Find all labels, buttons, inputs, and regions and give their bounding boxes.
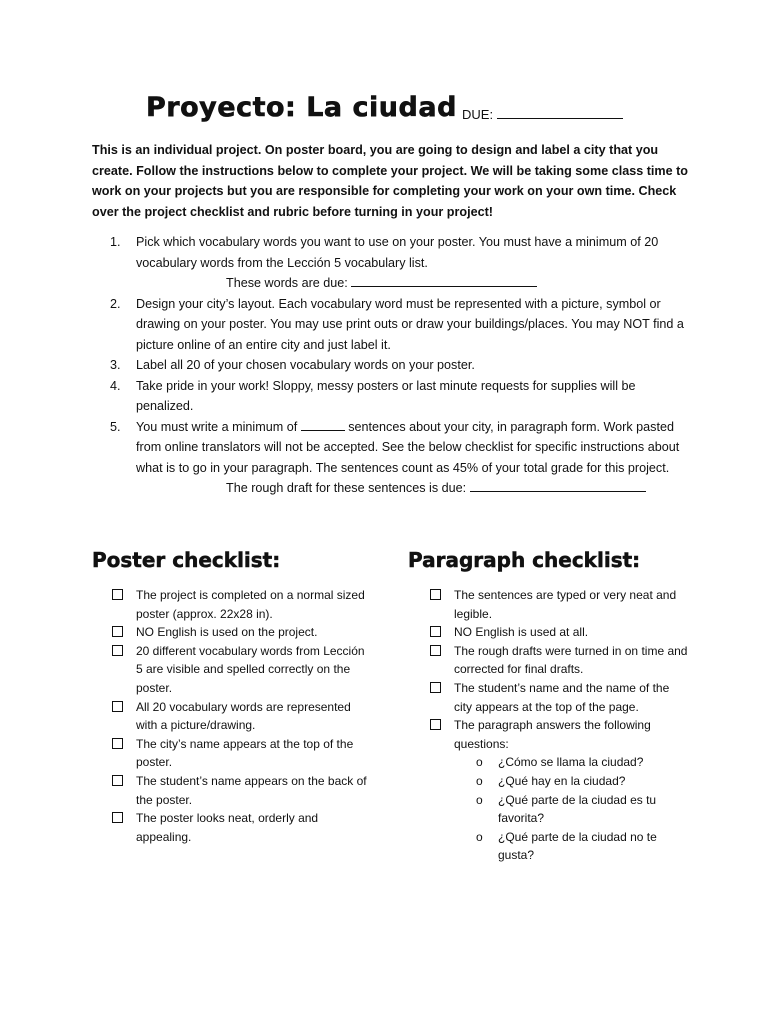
question-list [454, 753, 690, 865]
checklist-item-text: NO English is used on the project. [136, 625, 318, 640]
checkbox-icon [430, 626, 441, 637]
instruction-number: 1. [110, 235, 121, 249]
instruction-number: 5. [110, 419, 121, 434]
title-row [0, 92, 770, 132]
bullet-icon: o [476, 792, 483, 807]
checklist-item-text: The rough drafts were turned in on time and corrected for final drafts. [454, 643, 688, 677]
words-due-line [136, 273, 690, 294]
question-item [476, 772, 690, 791]
instruction-text-before: You must write a minimum of [136, 419, 298, 434]
words-due-blank [351, 273, 537, 287]
instruction-item [110, 232, 690, 294]
draft-due-line [136, 478, 690, 499]
instruction-item [110, 417, 690, 499]
checklist-item-text: The project is completed on a normal sized poster (approx. 22x28 in). [136, 588, 365, 621]
checklist-item [112, 772, 374, 809]
instruction-number: 4. [110, 378, 121, 393]
checkbox-icon [112, 645, 123, 656]
checklist-item-text: The city’s name appears at the top of the poster. [136, 736, 354, 770]
instruction-text: Label all 20 of your chosen vocabulary words on your poster. [136, 358, 475, 372]
paragraph-checklist [430, 586, 690, 865]
question-text: ¿Qué parte de la ciudad no te gusta? [498, 829, 657, 863]
checklist-item [112, 809, 374, 846]
poster-checklist [112, 586, 374, 846]
instruction-text: Take pride in your work! Sloppy, messy posters or last minute requests for supplies will be penalized. [136, 378, 636, 413]
checklist-item-text: NO English is used at all. [454, 625, 589, 640]
draft-due-label: The rough draft for these sentences is due: [226, 481, 467, 495]
checkbox-icon [112, 701, 123, 712]
instruction-number: 3. [110, 358, 121, 372]
page-title: Proyecto: La ciudad [146, 92, 457, 123]
checklist-item [430, 716, 690, 865]
question-item [476, 791, 690, 828]
checklist-item-text: The sentences are typed or very neat and legible. [454, 588, 677, 621]
checkbox-icon [430, 719, 441, 730]
checkbox-icon [112, 812, 123, 823]
instruction-text-after: sentences about your city, in paragraph form. Work pasted from online translators will not be accepted. See the below checklist for specific instructions about what is to go in your paragraph. The sentences count as 45% of your total grade for this project. [136, 419, 680, 475]
checklist-item [112, 586, 374, 623]
poster-checklist-heading: Poster checklist: [92, 548, 281, 572]
instruction-item [110, 376, 690, 417]
question-item [476, 828, 690, 865]
due-label: DUE: [462, 107, 494, 122]
bullet-icon: o [476, 755, 483, 770]
checklist-item [430, 679, 690, 716]
checklist-item-text: The student’s name and the name of the city appears at the top of the page. [454, 680, 670, 714]
intro-paragraph: This is an individual project. On poster board, you are going to design and label a city that you create. Follow the instructions below to complete your project. We will be taking some class time to work on your projects but you are responsible for completing your work on your own time. Check over the project checklist and rubric before turning in your project! [92, 143, 688, 219]
checklist-item [430, 623, 690, 642]
instruction-item [110, 355, 690, 376]
checkbox-icon [112, 589, 123, 600]
checklist-item-text: 20 different vocabulary words from Lección 5 are visible and spelled correctly on the poster. [136, 643, 365, 695]
instruction-text: Design your city’s layout. Each vocabulary word must be represented with a picture, symbol or drawing on your poster. You may use print outs or draw your buildings/places. You may NOT find a picture online of an entire city and just label it. [136, 296, 684, 352]
checklist-item [430, 586, 690, 623]
instructions-list [110, 232, 690, 499]
bullet-icon: o [476, 773, 483, 788]
checklist-item-text: All 20 vocabulary words are represented with a picture/drawing. [136, 699, 351, 733]
checklist-item [112, 642, 374, 698]
due-date-field [462, 106, 623, 122]
checkbox-icon [112, 775, 123, 786]
draft-due-blank [470, 478, 646, 492]
instruction-item [110, 294, 690, 356]
question-text: ¿Cómo se llama la ciudad? [498, 755, 644, 770]
words-due-label: These words are due: [226, 276, 348, 290]
checklist-item [112, 735, 374, 772]
checklist-item [112, 623, 374, 642]
due-date-blank [497, 106, 623, 119]
checklist-item-text: The poster looks neat, orderly and appealing. [136, 811, 319, 844]
question-text: ¿Qué hay en la ciudad? [498, 773, 626, 788]
question-text: ¿Qué parte de la ciudad es tu favorita? [498, 792, 657, 826]
checkbox-icon [430, 682, 441, 693]
instruction-text: Pick which vocabulary words you want to use on your poster. You must have a minimum of 20 vocabulary words from the Lección 5 vocabulary list. [136, 235, 659, 270]
checkbox-icon [112, 626, 123, 637]
checklist-item-text: The paragraph answers the following questions: [454, 718, 651, 751]
checklist-item [112, 698, 374, 735]
checkbox-icon [112, 738, 123, 749]
checklist-item [430, 642, 690, 679]
instruction-number: 2. [110, 296, 121, 311]
checklist-item-text: The student’s name appears on the back of the poster. [136, 773, 367, 807]
bullet-icon: o [476, 829, 483, 844]
paragraph-checklist-heading: Paragraph checklist: [408, 548, 641, 572]
sentence-count-blank [301, 417, 345, 431]
checkbox-icon [430, 645, 441, 656]
question-item [476, 753, 690, 772]
checkbox-icon [430, 589, 441, 600]
